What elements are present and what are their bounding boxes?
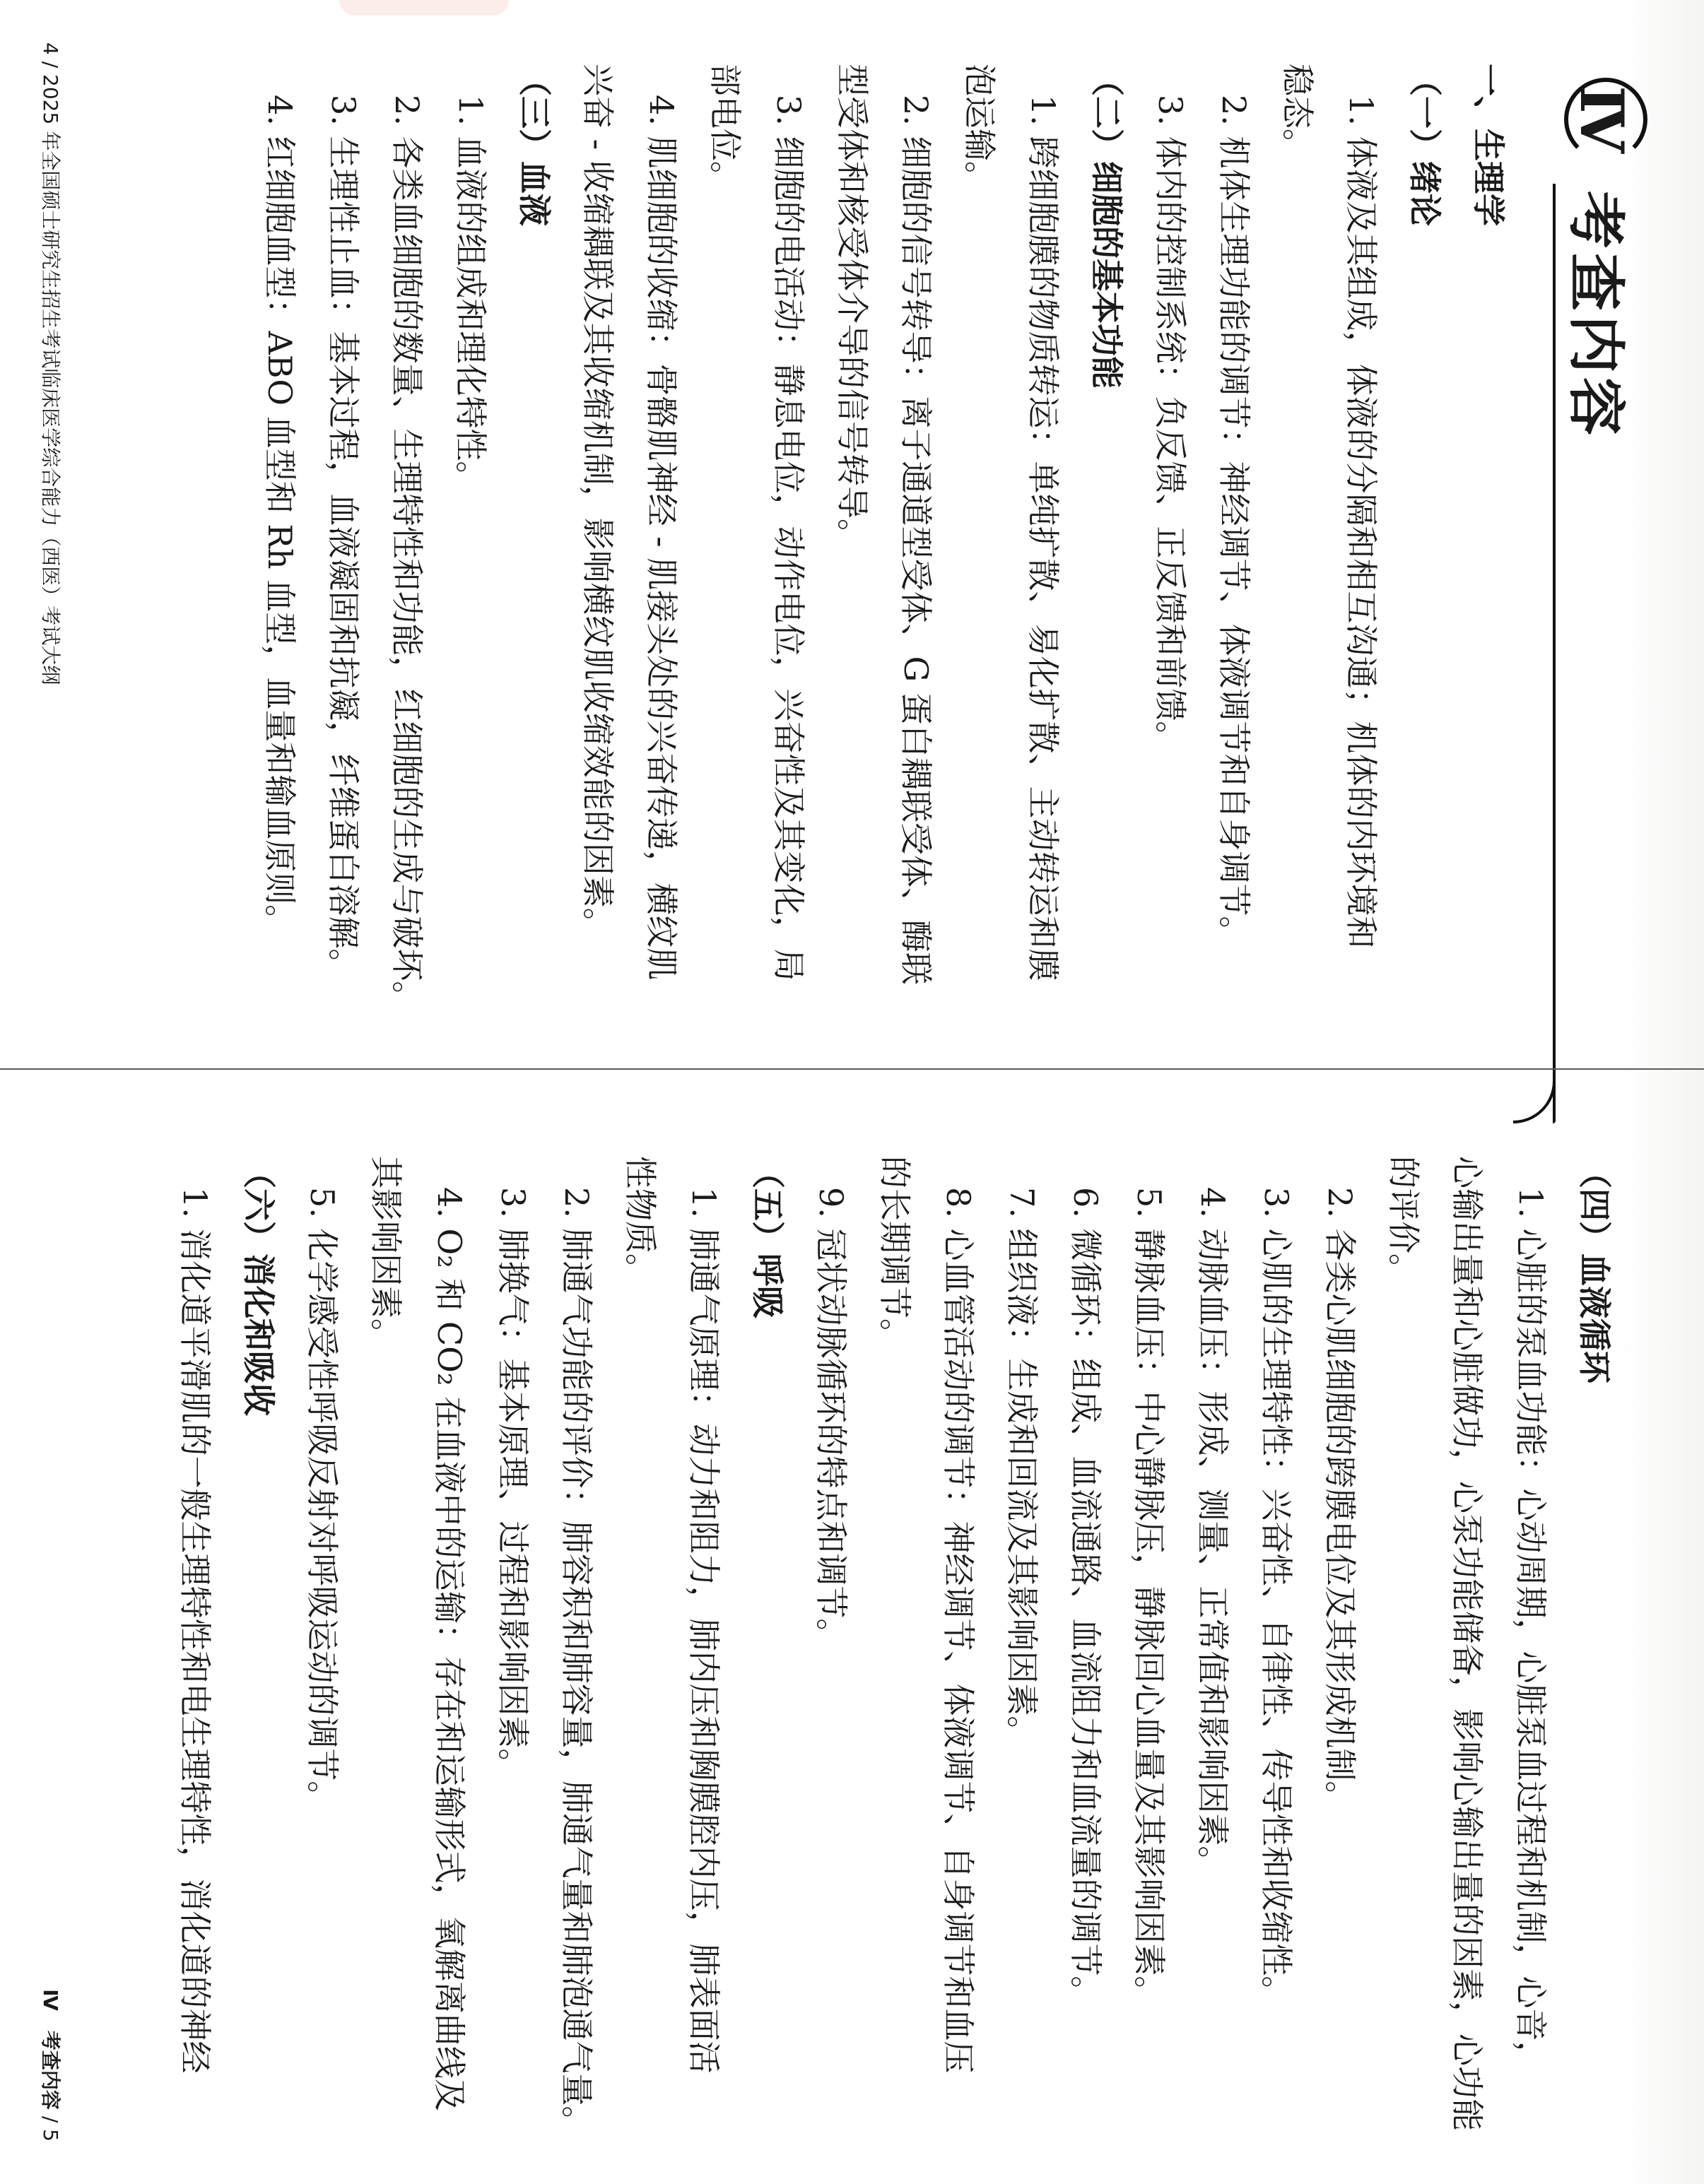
text-line: 3. 生理性止血：基本过程，血液凝固和抗凝，纤维蛋白溶解。 bbox=[324, 95, 363, 981]
text-line: 的评价。 bbox=[1385, 1156, 1423, 1286]
text-line: 泡运输。 bbox=[960, 64, 999, 194]
text-line: 2. 各类心肌细胞的跨膜电位及其形成机制。 bbox=[1321, 1187, 1359, 1814]
text-line: 型受体和核受体介导的信号转导。 bbox=[833, 64, 871, 551]
page-gutter bbox=[0, 1068, 1704, 1070]
text-line: 1. 心脏的泵血功能：心动周期，心脏泵血过程和机制，心音， bbox=[1512, 1187, 1550, 2074]
text-line: 2. 细胞的信号转导：离子通道型受体、G 蛋白耦联受体、酶联 bbox=[897, 95, 935, 985]
text-line: 稳态。 bbox=[1279, 64, 1317, 161]
left-page-footer: 4 / 2025 年全国硕士研究生招生考试临床医学综合能力（西医）考试大纲 bbox=[39, 42, 62, 685]
text-line: 1. 消化道平滑肌的一般生理特性和电生理特性，消化道的神经 bbox=[176, 1187, 214, 2074]
text-line: 4. 动脉血压：形成、测量、正常值和影响因素。 bbox=[1194, 1187, 1232, 1879]
text-line: 1. 体液及其组成，体液的分隔和相互沟通；机体的内环境和 bbox=[1342, 95, 1380, 949]
section-heading: （三）血液 bbox=[515, 64, 553, 226]
chapter-number-badge: Ⅳ bbox=[1564, 78, 1647, 161]
text-line: 3. 心肌的生理特性：兴奋性、自律性、传导性和收缩性。 bbox=[1257, 1187, 1295, 2009]
right-page-footer bbox=[37, 1989, 66, 2142]
section-heading: （一）绪论 bbox=[1406, 64, 1444, 226]
text-line: 4. 肌细胞的收缩：骨骼肌神经 - 肌接头处的兴奋传递，横纹肌 bbox=[642, 95, 681, 981]
chapter-rule bbox=[1553, 184, 1556, 1123]
text-line: 1. 肺通气原理：动力和阻力，肺内压和胸膜腔内压，肺表面活 bbox=[685, 1187, 723, 2074]
text-line: 4. O₂ 和 CO₂ 在血液中的运输：存在和运输形式，氧解离曲线及 bbox=[430, 1187, 469, 2111]
right-page-body bbox=[163, 1156, 1626, 2139]
text-line: 其影响因素。 bbox=[367, 1156, 405, 1351]
text-line: 5. 静脉血压：中心静脉压，静脉回心血量及其影响因素。 bbox=[1130, 1187, 1168, 2009]
text-line: 6. 微循环：组成、血流通路、血流阻力和血流量的调节。 bbox=[1067, 1187, 1105, 2009]
text-line: 3. 肺换气：基本原理、过程和影响因素。 bbox=[494, 1187, 532, 1781]
text-line: 性物质。 bbox=[621, 1156, 659, 1286]
text-line: 2. 各类血细胞的数量、生理特性和功能，红细胞的生成与破坏。 bbox=[388, 95, 426, 1014]
section-heading: （六）消化和吸收 bbox=[240, 1156, 278, 1416]
section-heading: 一、生理学 bbox=[1469, 64, 1508, 226]
text-line: 兴奋 - 收缩耦联及其收缩机制，影响横纹肌收缩效能的因素。 bbox=[579, 64, 617, 940]
text-line: 5. 化学感受性呼吸反射对呼吸运动的调节。 bbox=[303, 1187, 341, 1814]
section-heading: （五）呼吸 bbox=[748, 1156, 787, 1318]
section-heading: （二）细胞的基本功能 bbox=[1088, 64, 1126, 389]
text-line: 2. 机体生理功能的调节：神经调节、体液调节和自身调节。 bbox=[1215, 95, 1253, 949]
left-page-body bbox=[248, 64, 1520, 1014]
text-line: 3. 体内的控制系统：负反馈、正反馈和前馈。 bbox=[1151, 95, 1189, 754]
text-line: 3. 细胞的电活动：静息电位，动作电位，兴奋性及其变化，局 bbox=[770, 95, 808, 981]
text-line: 8. 心血管活动的调节：神经调节、体液调节、自身调节和血压 bbox=[939, 1187, 977, 2074]
text-line: 1. 血液的组成和理化特性。 bbox=[452, 95, 490, 494]
text-line: 心输出量和心脏做功，心泵功能储备，影响心输出量的因素，心功能 bbox=[1448, 1156, 1486, 2131]
section-heading: （四）血液循环 bbox=[1575, 1156, 1614, 1383]
text-line: 2. 肺通气功能的评价：肺容积和肺容量，肺通气量和肺泡通气量。 bbox=[558, 1187, 596, 2139]
text-line: 部电位。 bbox=[706, 64, 744, 194]
text-line: 7. 组织液：生成和回流及其影响因素。 bbox=[1003, 1187, 1041, 1749]
text-line: 9. 冠状动脉循环的特点和调节。 bbox=[812, 1187, 850, 1651]
text-line: 的长期调节。 bbox=[876, 1156, 914, 1351]
footer-section-label: Ⅳ 考查内容 bbox=[39, 1989, 62, 2110]
right-page bbox=[0, 1092, 1704, 2184]
chapter-header bbox=[1541, 78, 1655, 1010]
text-line: 4. 红细胞血型：ABO 血型和 Rh 血型，血量和输血原则。 bbox=[261, 95, 299, 938]
footer-page-number: / 5 bbox=[39, 2109, 62, 2142]
chapter-title: 考查内容 bbox=[1562, 191, 1629, 440]
text-line: 1. 跨细胞膜的物质转运：单纯扩散、易化扩散、主动转运和膜 bbox=[1024, 95, 1062, 981]
